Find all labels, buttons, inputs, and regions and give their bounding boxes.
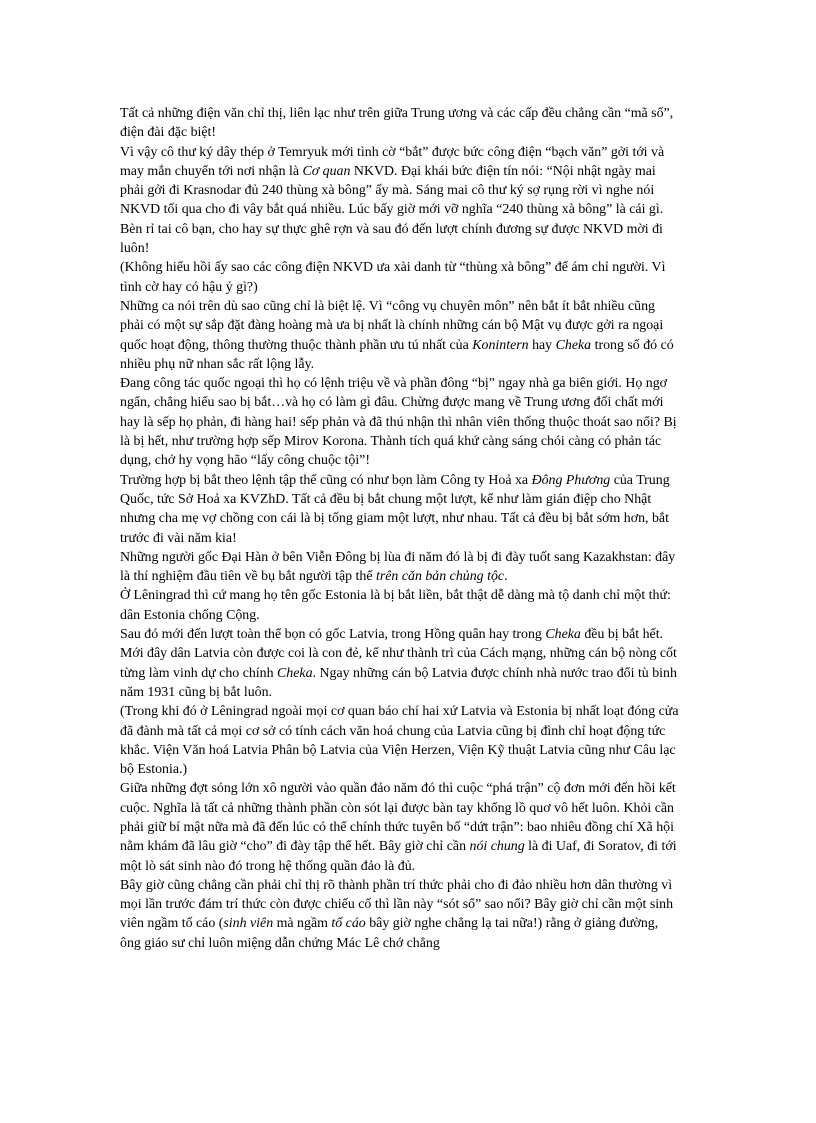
paragraph xyxy=(120,374,682,470)
text-run: Đang công tác quốc ngoại thì họ có lệnh triệu về và phần đông “bị” ngay nhà ga biên giới. Họ ngơ ngẩn, chẳng hiểu sao bị bắt…và họ có làm gì đâu. Chừng được mang về Trung ương đối chất mới hay là sếp họ phản, đi hàng hai! sếp phản và đã thú nhận thì nhân viên thống thuộc thoát sao nổi? Bị là bị hết, như trường hợp sếp Mirov Korona. Thành tích quá khứ càng sáng chói càng có phản tác dụng, chớ hy vọng hão “lấy công chuộc tội”! xyxy=(120,376,677,469)
text-run: (Trong khi đó ở Lêningrad ngoài mọi cơ quan báo chí hai xứ Latvia và Estonia bị nhất loạt đóng cửa đã đành mà tất cả mọi cơ sở có tính cách văn hoá chung của Latvia cũng bị đình chỉ hoạt động tức khắc. Viện Văn hoá Latvia Phân bộ Latvia của Viện Herzen, Viện Kỹ thuật Latvia cũng như Câu lạc bộ Estonia.) xyxy=(120,704,679,778)
text-run: của Trung Quốc, tức Sở Hoả xa KVZhD. Tất cả đều bị bắt chung một lượt, kể như làm gián điệp cho Nhật nhưng cha mẹ vợ chồng con cái là bị tống giam một lượt, như nhau. Tất cả đều bị bắt sớm hơn, bắt trước đi vài năm kia! xyxy=(120,472,670,546)
text-run: hay xyxy=(528,337,556,353)
text-run: Vì vậy cô thư ký dây thép ở Temryuk mới tình cờ “bắt” được bức công điện “bạch văn” gởi tới và may mắn chuyển tới nơi nhận là xyxy=(120,144,665,179)
paragraph xyxy=(120,471,682,548)
italic-text: Cheka xyxy=(555,337,592,353)
text-run: là đi Uaf, đi Soratov, đi tới một lò sát sinh nào đó trong hệ thống quần đảo là đủ. xyxy=(120,839,677,874)
paragraph xyxy=(120,258,682,297)
text-run: Giữa những đợt sóng lớn xô người vào quần đảo năm đó thì cuộc “phá trận” cộ đơn mới đến hồi kết cuộc. Nghĩa là tất cả những thành phần còn sót lại được bàn tay khổng lồ quơ vô hết luôn. Khỏi cần phải giữ bí mật nữa mà đã đến lúc có thể chính thức tuyên bố “dứt trận”: bao nhiêu đồng chí Xã hội nằm khám đã lâu giờ “cho” đi đày tập thể hết. Bây giờ chỉ cần xyxy=(120,781,676,855)
text-run: Tất cả những điện văn chỉ thị, liên lạc như trên giữa Trung ương và các cấp đều chẳng cần “mã số”, điện đài đặc biệt! xyxy=(120,106,674,141)
italic-text: tố cáo xyxy=(331,916,366,932)
italic-text: sinh viên xyxy=(223,916,274,932)
text-run: trong số đó có nhiều phụ nữ nhan sắc rất lộng lẫy. xyxy=(120,337,674,372)
text-run: Ở Lêningrad thì cứ mang họ tên gốc Estonia là bị bắt liền, bắt thật dễ dàng mà tộ danh chỉ một thứ: dân Estonia chống Cộng. xyxy=(120,588,671,623)
text-run: . xyxy=(504,569,508,585)
paragraph xyxy=(120,143,682,259)
text-run: (Không hiểu hồi ấy sao các công điện NKVD ưa xài danh từ “thùng xà bông” để ám chỉ người. Vì tình cờ hay có hậu ý gì?) xyxy=(120,260,666,295)
italic-text: Konintern xyxy=(472,337,529,353)
paragraph xyxy=(120,702,682,779)
italic-text: Đông Phương xyxy=(531,472,611,488)
paragraph xyxy=(120,779,682,875)
text-run: Trường hợp bị bắt theo lệnh tập thể cũng có như bọn làm Công ty Hoả xa xyxy=(120,472,532,488)
text-run: NKVD. Đại khái bức điện tín nói: “Nội nhật ngày mai phải gởi đi Krasnodar đủ 240 thùng xà bông” ấy mà. Sáng mai cô thư ký sợ rụng rời vì nghe nói NKVD tối qua cho đi vây bắt quá nhiều. Lúc bấy giờ mới vỡ nghĩa “240 thùng xà bông” là cái gì. Bèn rỉ tai cô bạn, cho hay sự thực ghê rợn và sau đó đến lượt chính đương sự được NKVD mời đi luôn! xyxy=(120,163,664,257)
paragraph xyxy=(120,586,682,625)
italic-text: Cơ quan xyxy=(302,163,351,179)
paragraph xyxy=(120,297,682,374)
text-run: Sau đó mới đến lượt toàn thể bọn có gốc Latvia, trong Hồng quân hay trong xyxy=(120,627,546,643)
text-run: bây giờ nghe chẳng lạ tai nữa!) rằng ở giảng đường, ông giáo sư chỉ luôn miệng dẫn chứng Mác Lê chớ chẳng xyxy=(120,916,659,951)
paragraph xyxy=(120,104,682,143)
italic-text: trên căn bản chủng tộc xyxy=(375,569,505,585)
text-run: đều bị bắt hết. Mới đây dân Latvia còn được coi là con đẻ, kể như thành trì của Cách mạng, những cán bộ nòng cốt từng làm vinh dự cho chính xyxy=(120,627,677,681)
italic-text: Cheka xyxy=(277,665,313,681)
text-run: Những người gốc Đại Hàn ở bên Viễn Đông bị lùa đi năm đó là bị đi đày tuốt sang Kazakhstan: đây là thí nghiệm đầu tiên về bụ bắt người tập thể xyxy=(120,549,676,585)
document-page xyxy=(120,104,682,953)
text-run: . Ngay những cán bộ Latvia được chính nhà nước trao đổi tù binh năm 1931 cũng bị bắt luôn. xyxy=(120,665,677,700)
paragraph xyxy=(120,625,682,702)
paragraph xyxy=(120,548,682,587)
italic-text: nói chung xyxy=(469,839,525,855)
text-run: mà ngầm xyxy=(273,916,332,932)
text-run: Bây giờ cũng chẳng cần phải chỉ thị rõ thành phần trí thức phải cho đi đảo nhiều hơn dân thường vì mọi lần trước đám trí thức còn được chiếu cố thì lần này “sót sổ” sao nổi? Bây giờ chỉ cần một sinh viên ngầm tố cáo ( xyxy=(120,877,674,932)
paragraph xyxy=(120,876,682,953)
text-run: Những ca nói trên dù sao cũng chỉ là biệt lệ. Vì “công vụ chuyên môn” nên bắt ít bắt nhiều cũng phải có một sự sắp đặt đàng hoàng mà ưa bị nhất là chính những cán bộ Mật vụ được gởi ra ngoại quốc hoạt động, thông thường thuộc thành phần ưu tú nhất của xyxy=(120,298,664,353)
italic-text: Cheka xyxy=(545,627,581,643)
